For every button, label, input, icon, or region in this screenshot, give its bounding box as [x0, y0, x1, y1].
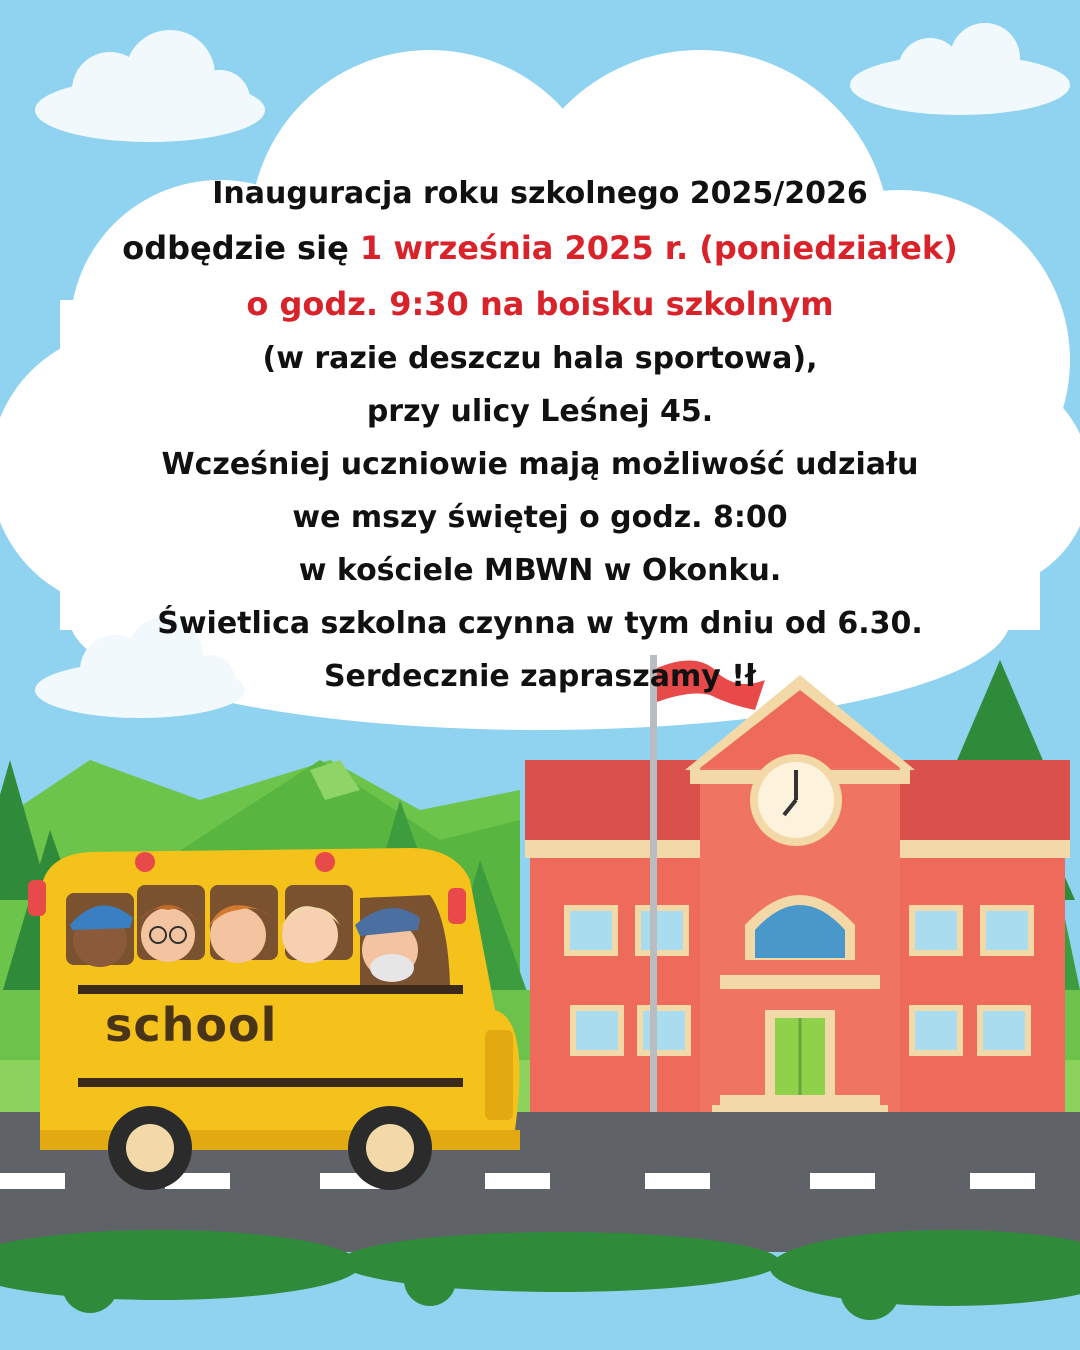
clock-icon — [750, 754, 842, 846]
announcement-date-line — [40, 220, 1040, 276]
rain-alternative: (w razie deszczu hala sportowa), — [262, 341, 818, 376]
bus-label: school — [105, 998, 278, 1052]
announcement — [40, 168, 1040, 703]
mass-info-line2: we mszy świętej o godz. 8:00 — [292, 500, 788, 535]
mass-info-line1: Wcześniej uczniowie mają możliwość udziału — [161, 447, 919, 482]
mass-info-line3: w kościele MBWN w Okonku. — [298, 553, 782, 588]
announcement-title: Inauguracja roku szkolnego 2025/2026 — [212, 176, 868, 211]
invitation: Serdecznie zapraszamy !ł — [323, 659, 757, 694]
event-time-place: o godz. 9:30 na boisku szkolnym — [246, 285, 834, 323]
daycare-info: Świetlica szkolna czynna w tym dniu od 6.30. — [157, 606, 923, 641]
address: przy ulicy Leśnej 45. — [366, 394, 714, 429]
event-date: 1 września 2025 r. (poniedziałek) — [359, 229, 958, 267]
date-prefix: odbędzie się — [122, 229, 360, 267]
